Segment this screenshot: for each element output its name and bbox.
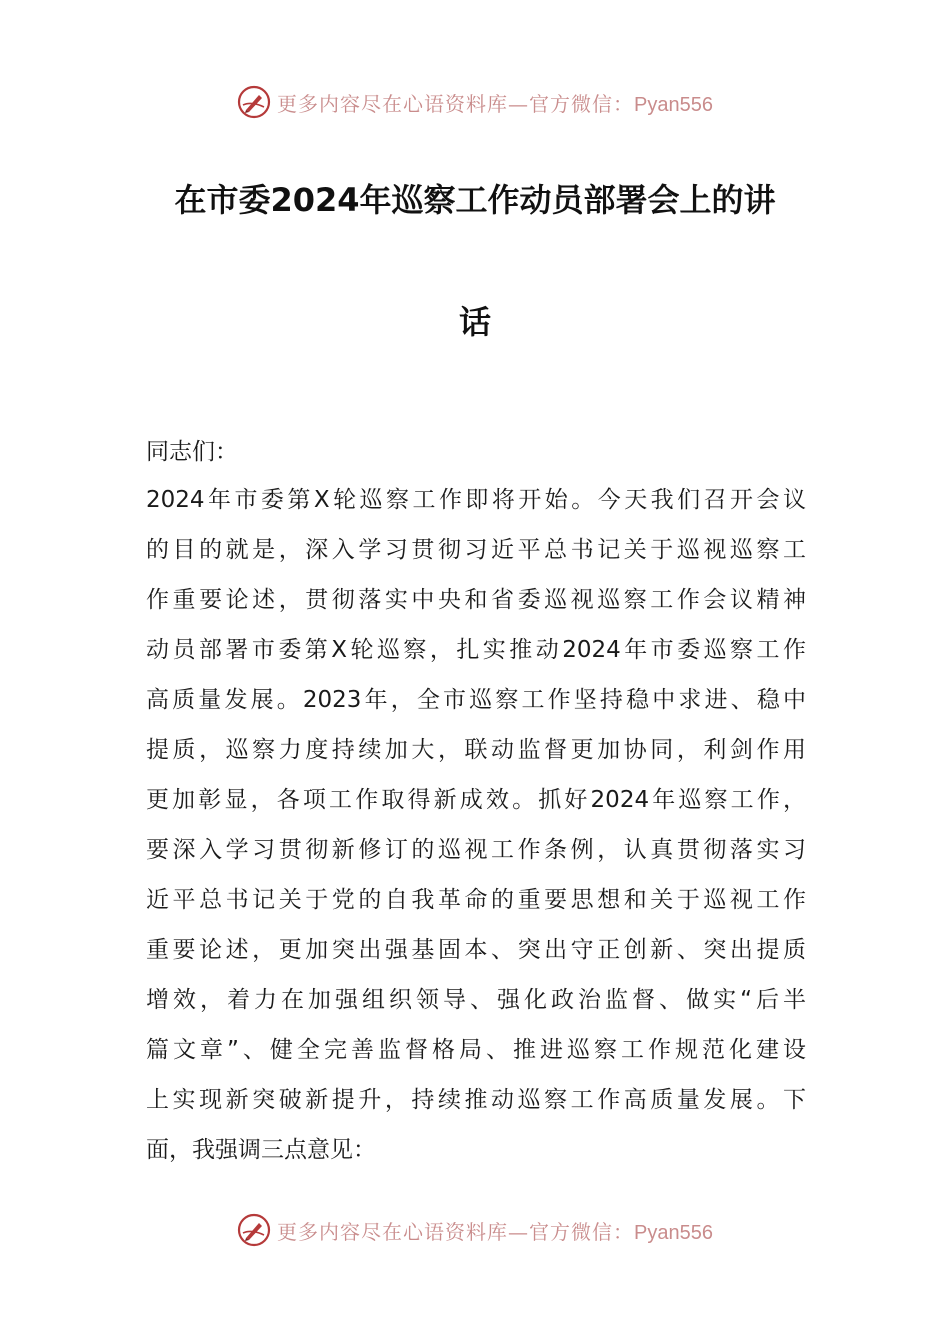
watermark-wechat-id: Pyan556 bbox=[634, 1221, 713, 1244]
body-line: 2024年市委第X轮巡察工作即将开始。今天我们召开会议 bbox=[146, 487, 806, 513]
body-line: 动员部署市委第X轮巡察，扎实推动2024年市委巡察工作 bbox=[146, 637, 806, 663]
body-line: 更加彰显，各项工作取得新成效。抓好2024年巡察工作， bbox=[146, 787, 806, 813]
body-line: 要深入学习贯彻新修订的巡视工作条例，认真贯彻落实习 bbox=[146, 837, 806, 863]
body-line: 近平总书记关于党的自我革命的重要思想和关于巡视工作 bbox=[146, 887, 806, 913]
pen-logo-icon bbox=[237, 85, 271, 119]
watermark-main: 更多内容尽在心语资料库 bbox=[277, 1219, 509, 1244]
body-line: 的目的就是，深入学习贯彻习近平总书记关于巡视巡察工 bbox=[146, 537, 806, 563]
body-line: 提质，巡察力度持续加大，联动监督更加协同，利剑作用 bbox=[146, 737, 806, 763]
watermark-dash: — bbox=[508, 91, 530, 116]
footer-watermark bbox=[0, 1210, 950, 1250]
document-title-line-1: 在市委2024年巡察工作动员部署会上的讲 bbox=[174, 181, 776, 219]
watermark-text bbox=[277, 1216, 713, 1245]
body-line: 篇文章”、健全完善监督格局、推进巡察工作规范化建设 bbox=[146, 1037, 806, 1063]
watermark-suffix: 官方微信： bbox=[529, 1219, 635, 1244]
header-watermark bbox=[0, 82, 950, 122]
watermark-wechat-id: Pyan556 bbox=[634, 93, 713, 116]
watermark-suffix: 官方微信： bbox=[529, 91, 635, 116]
watermark-main: 更多内容尽在心语资料库 bbox=[277, 91, 509, 116]
body-line: 重要论述，更加突出强基固本、突出守正创新、突出提质 bbox=[146, 937, 806, 963]
body-line: 增效，着力在加强组织领导、强化政治监督、做实“后半 bbox=[146, 987, 806, 1013]
watermark-text bbox=[277, 88, 713, 117]
watermark-dash: — bbox=[508, 1219, 530, 1244]
body-paragraph bbox=[146, 475, 806, 1175]
salutation: 同志们： bbox=[146, 439, 238, 465]
body-line: 高质量发展。2023年，全市巡察工作坚持稳中求进、稳中 bbox=[146, 687, 806, 713]
body-line: 上实现新突破新提升，持续推动巡察工作高质量发展。下 bbox=[146, 1087, 806, 1113]
document-title-line-2: 话 bbox=[458, 303, 491, 341]
pen-logo-icon bbox=[237, 1213, 271, 1247]
body-line: 面，我强调三点意见： bbox=[146, 1137, 376, 1163]
body-line: 作重要论述，贯彻落实中央和省委巡视巡察工作会议精神 bbox=[146, 587, 806, 613]
